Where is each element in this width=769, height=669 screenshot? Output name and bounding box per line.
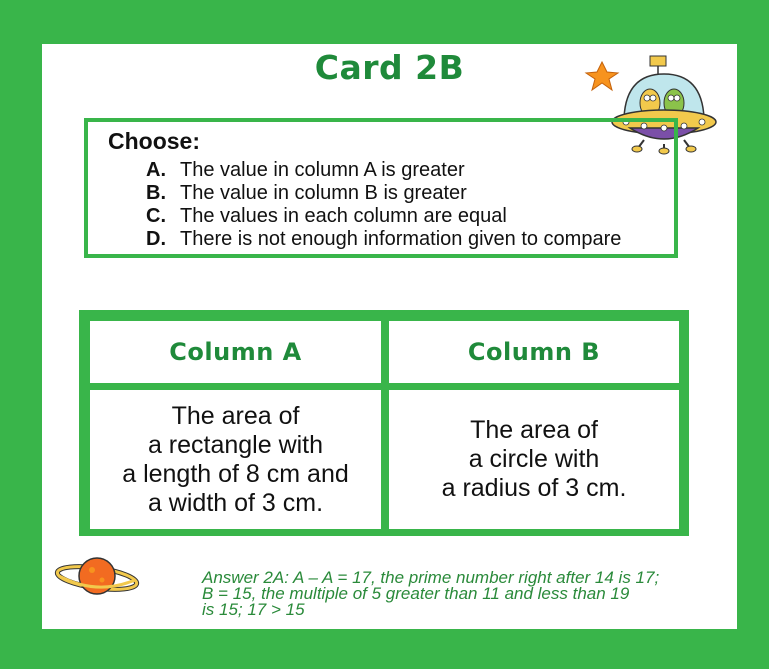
star-icon (586, 62, 618, 90)
column-a-header: Column A (90, 321, 381, 383)
comparison-table (79, 310, 689, 536)
answer-text: Answer 2A: A – A = 17, the prime number right after 14 is 17; B = 15, the multiple of 5 greater than 11 and less than 19 is 15; 17 > 15 (202, 568, 660, 619)
option-d: D. There is not enough information given to compare (146, 228, 622, 250)
column-b-content: The area of a circle with a radius of 3 cm. (389, 390, 679, 529)
card-title: Card 2B (314, 48, 465, 87)
column-b-header: Column B (389, 321, 679, 383)
choose-box (84, 118, 678, 258)
column-a-content: The area of a rectangle with a length of 8 cm and a width of 3 cm. (90, 390, 381, 529)
option-c: C. The values in each column are equal (146, 205, 507, 227)
choose-heading: Choose: (108, 128, 200, 154)
option-b: B. The value in column B is greater (146, 182, 467, 204)
ringed-planet-icon (54, 552, 140, 602)
card-panel (42, 44, 737, 629)
option-a: A. The value in column A is greater (146, 159, 465, 181)
